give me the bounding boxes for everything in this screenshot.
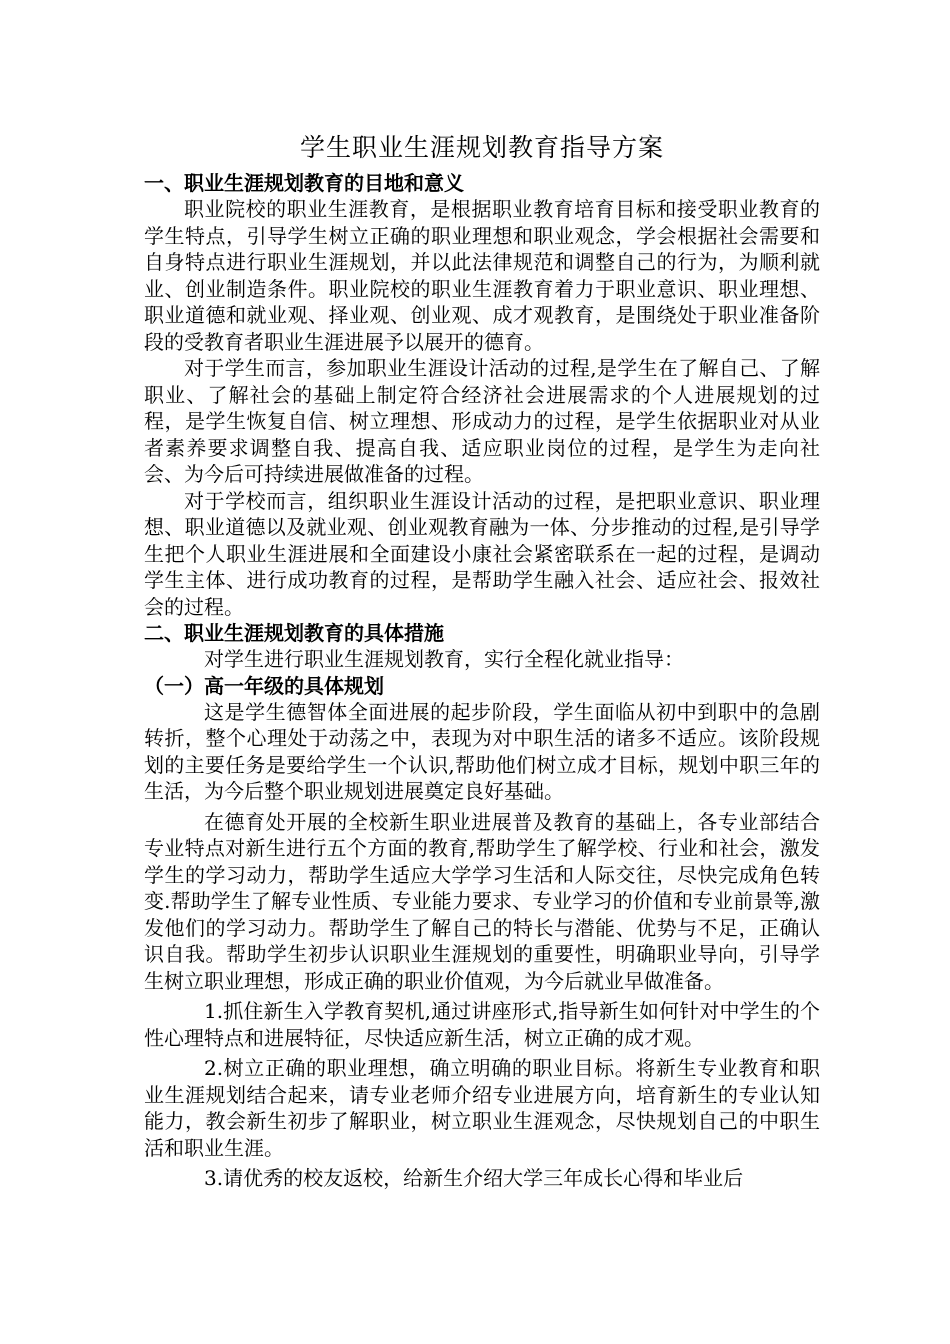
document-title: 学生职业生涯规划教育指导方案 [299,133,664,162]
section-1-paragraph-2: 对于学生而言，参加职业生涯设计活动的过程,是学生在了解自己、了解职业、了解社会的基础上制定符合经济社会进展需求的个人进展规划的过程，是学生恢复自信、树立理想、形成动力的过程，是学生依据职业对从业者素养要求调整自我、提高自我、适应职业岗位的过程，是学生为走向社会、为今后可持续进展做准备的过程。 [144,356,820,486]
subsection-1-item-2: 2.树立正确的职业理想，确立明确的职业目标。将新生专业教育和职业生涯规划结合起来，请专业老师介绍专业进展方向，培育新生的专业认知能力，教会新生初步了解职业，树立职业生涯观念，尽快规划自己的中职生活和职业生涯。 [144,1056,820,1160]
section-1-paragraph-3: 对于学校而言，组织职业生涯设计活动的过程，是把职业意识、职业理想、职业道德以及就业观、创业观教育融为一体、分步推动的过程,是引导学生把个人职业生涯进展和全面建设小康社会紧密联系在一起的过程，是调动学生主体、进行成功教育的过程，是帮助学生融入社会、适应社会、报效社会的过程。 [144,488,820,619]
section-2-heading: 二、职业生涯规划教育的具体措施 [144,621,444,645]
subsection-1-item-1: 1.抓住新生入学教育契机,通过讲座形式,指导新生如何针对中学生的个性心理特点和进展特征，尽快适应新生活，树立正确的成才观。 [144,999,820,1050]
subsection-1-item-3: 3.请优秀的校友返校，给新生介绍大学三年成长心得和毕业后 [204,1166,744,1190]
subsection-1-paragraph-2: 在德育处开展的全校新生职业进展普及教育的基础上，各专业部结合专业特点对新生进行五个方面的教育,帮助学生了解学校、行业和社会，激发学生的学习动力，帮助学生适应大学学习生活和人际交往，尽快完成角色转变.帮助学生了解专业性质、专业能力要求、专业学习的价值和专业前景等,激发他们的学习动力。帮助学生了解自己的特长与潜能、优势与不足，正确认识自我。帮助学生初步认识职业生涯规划的重要性，明确职业导向，引导学生树立职业理想，形成正确的职业价值观，为今后就业早做准备。 [144,809,820,993]
subsection-1-heading: （一）高一年级的具体规划 [144,673,384,698]
section-2-intro: 对学生进行职业生涯规划教育，实行全程化就业指导： [204,647,684,671]
document-page [144,130,820,1192]
section-1-paragraph-1: 职业院校的职业生涯教育，是根据职业教育培育目标和接受职业教育的学生特点，引导学生树立正确的职业理想和职业观念，学会根据社会需要和自身特点进行职业生涯规划，并以此法律规范和调整自己的行为，为顺利就业、创业制造条件。职业院校的职业生涯教育着力于职业意识、职业理想、职业道德和就业观、择业观、创业观、成才观教育，是围绕处于职业准备阶段的受教育者职业生涯进展予以展开的德育。 [144,197,820,354]
subsection-1-paragraph-1: 这是学生德智体全面进展的起步阶段，学生面临从初中到职中的急剧转折，整个心理处于动荡之中，表现为对中职生活的诸多不适应。该阶段规划的主要任务是要给学生一个认识,帮助他们树立成才目标，规划中职三年的生活，为今后整个职业规划进展奠定良好基础。 [144,699,820,803]
section-1-heading: 一、职业生涯规划教育的目地和意义 [144,171,464,195]
